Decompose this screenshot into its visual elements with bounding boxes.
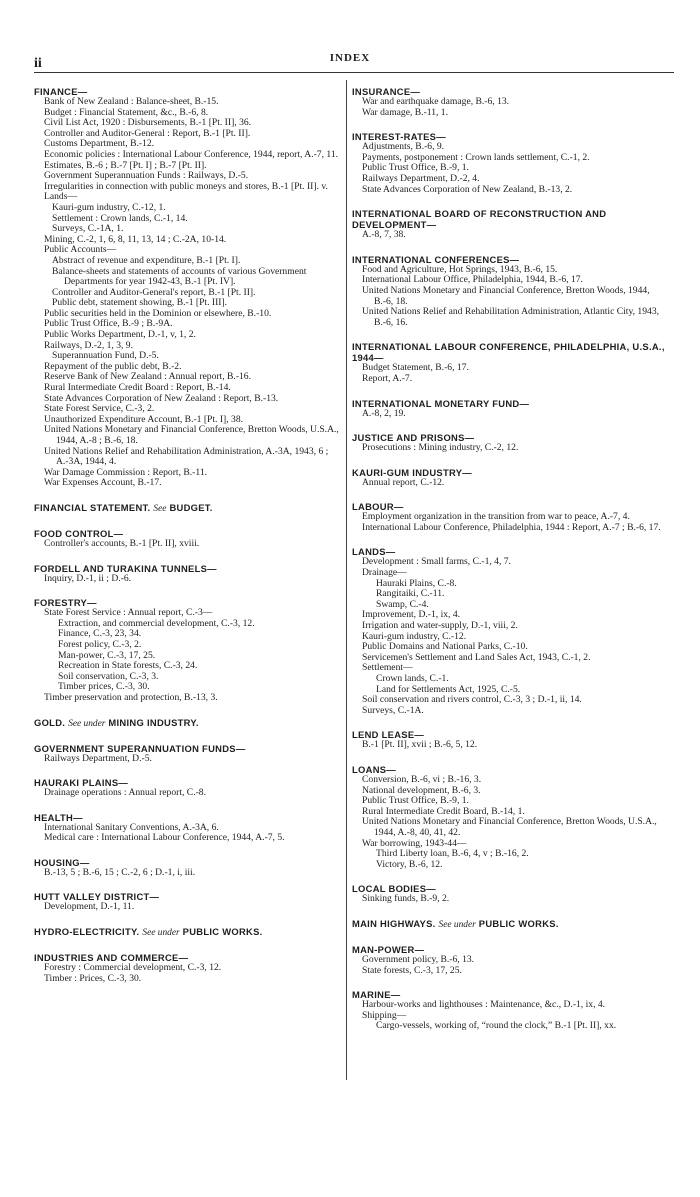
index-entry [352,546,670,716]
index-heading [34,502,339,515]
index-subentry: Public Accounts— [44,244,117,256]
index-entry [34,717,339,730]
index-subentry: Medical care : International Labour Conference, 1944, A.-7, 5. [44,832,285,844]
index-subentry: Abstract of revenue and expenditure, B.-1 [Pt. I]. [52,254,241,266]
index-subentry: Payments, postponement : Crown lands settlement, C.-1, 2. [362,151,590,163]
index-subentry: War and earthquake damage, B.-6, 13. [362,96,510,107]
see-reference-label: See under [142,928,180,939]
index-entry [352,467,670,489]
heading-text: FINANCE— [34,86,88,97]
index-subentry: Repayment of the public debt, B.-2. [44,360,182,372]
index-subentry: Inquiry, D.-1, ii ; D.-6. [44,572,132,584]
index-subentry: Controller and Auditor-General : Report, B.-1 [Pt. II]. [44,127,251,139]
index-subentry: State forests, C.-3, 17, 25. [362,964,462,976]
index-entry [34,528,339,550]
index-subentry: State Advances Corporation of New Zealand, B.-13, 2. [362,183,573,195]
index-entry [352,398,670,420]
index-subentry: Hauraki Plains, C.-8. [376,577,457,589]
index-subentry: Victory, B.-6, 12. [376,858,443,870]
heading-text: FORESTRY— [34,597,97,609]
index-subentry: Prosecutions : Mining industry, C.-2, 12. [362,442,519,454]
heading-text: INTERNATIONAL BOARD OF RECONSTRUCTION AND DEVELOPMENT— [352,208,607,231]
index-heading [34,926,339,939]
index-subentry: Rural Intermediate Credit Board : Report, B.-14. [44,382,231,394]
right-column [352,86,670,1032]
index-entry [352,989,670,1032]
index-subentry: Settlement : Crown lands, C.-1, 14. [52,212,188,224]
index-subentry: United Nations Relief and Rehabilitation Administration, A.-3A, 1943, 6 ; A.-3A, 1944, 4. [44,445,329,468]
index-subentry: Railways Department, D.-5. [44,752,152,764]
cross-reference: MINING INDUSTRY. [108,716,199,728]
heading-text: LOANS— [352,763,396,775]
index-subentry: B.-13, 5 ; B.-6, 15 ; C.-2, 6 ; D.-1, i, iii. [44,866,196,878]
heading-text: KAURI-GUM INDUSTRY— [352,466,472,478]
index-entry [352,918,670,931]
index-heading [34,717,339,730]
index-entry [352,254,670,329]
index-subentry: Report, A.-7. [362,372,413,384]
index-entry [34,952,339,984]
index-subentry: Soil conservation, C.-3, 3. [58,670,159,682]
index-subentry: Economic policies : International Labour Conference, 1944, report, A.-7, 11. [44,148,339,160]
index-subentry: Controller and Auditor-General's report, B.-1 [Pt. II]. [52,286,256,298]
index-subentry: Public Trust Office, B.-9 ; B.-9A. [44,318,173,330]
index-entry [34,86,339,489]
index-entry [34,857,339,879]
index-entry [352,86,670,118]
heading-text: JUSTICE AND PRISONS— [352,432,475,444]
index-entry [34,563,339,585]
index-subentry: Land for Settlements Act, 1925, C.-5. [376,683,521,695]
index-subentry: Civil List Act, 1920 : Disbursements, B.-1 [Pt. II], 36. [44,117,252,129]
index-subentry: Conversion, B.-6, vi ; B.-16, 3. [362,773,482,785]
index-subentry: International Labour Conference, Philadelphia, 1944 : Report, A.-7 ; B.-6, 17. [362,521,661,533]
heading-text: INTEREST-RATES— [352,131,446,143]
index-subentry: Public Trust Office, B.-9, 1. [362,795,469,807]
index-subentry: Timber prices, C.-3, 30. [58,681,150,693]
index-subentry: Extraction, and commercial development, C.-3, 12. [58,617,255,629]
index-subentry: War Expenses Account, B.-17. [44,477,162,489]
index-subentry: Forest policy, C.-3, 2. [58,638,142,650]
index-subentry: Irrigation and water-supply, D.-1, viii, 2. [362,620,518,632]
index-subentry: State Forest Service, C.-3, 2. [44,403,155,415]
index-subentry: Shipping— [362,1009,407,1021]
index-subentry: Employment organization in the transition from war to peace, A.-7, 4. [362,511,630,523]
index-entry [352,341,670,384]
index-subentry: Kauri-gum industry, C.-12. [362,630,467,642]
heading-text: INDUSTRIES AND COMMERCE— [34,952,189,964]
index-entry [352,729,670,751]
index-subentry: A.-8, 7, 38. [362,229,406,241]
index-subentry: Adjustments, B.-6, 9. [362,141,445,153]
index-subentry: Timber : Prices, C.-3, 30. [44,972,142,984]
heading-text: FINANCIAL STATEMENT. [34,501,151,513]
heading-text: FOOD CONTROL— [34,527,124,539]
index-subentry: United Nations Monetary and Financial Conference, Bretton Woods, U.S.A., 1944, A.-8, 40, 41, 42. [362,816,657,838]
index-subentry: Public securities held in the Dominion or elsewhere, B.-10. [44,307,272,319]
see-reference-label: See under [438,919,476,930]
index-entry [34,597,339,703]
index-subentry: Budget Statement, B.-6, 17. [362,362,469,374]
index-subentry: Public Trust Office, B.-9, 1. [362,162,469,174]
index-subentry: War borrowing, 1943-44— [362,837,467,849]
index-subentry: Rural Intermediate Credit Board, B.-14, 1. [362,805,525,817]
index-heading [352,918,670,931]
index-subentry: Crown lands, C.-1. [376,673,449,684]
heading-text: LEND LEASE— [352,729,425,741]
heading-text: LABOUR— [352,501,404,513]
heading-text: INTERNATIONAL CONFERENCES— [352,253,520,265]
index-subentry: Finance, C.-3, 23, 34. [58,628,142,640]
index-entry [352,764,670,870]
index-subentry: Food and Agriculture, Hot Springs, 1943, B.-6, 15. [362,263,558,275]
index-entry [34,926,339,939]
column-divider [346,80,347,1080]
index-subentry: Cargo-vessels, working of, “round the clock,” B.-1 [Pt. II], xx. [376,1020,617,1032]
heading-text: INSURANCE— [352,86,421,97]
index-entry [352,501,670,533]
index-subentry: Rangitaiki, C.-11. [376,588,445,600]
cross-reference: PUBLIC WORKS. [478,917,559,929]
index-entry [352,944,670,976]
heading-text: INTERNATIONAL LABOUR CONFERENCE, PHILADELPHIA, U.S.A., 1944— [352,341,665,364]
left-column [34,86,339,984]
index-subentry: Drainage operations : Annual report, C.-8. [44,787,206,799]
index-heading [34,743,339,754]
index-subentry: Bank of New Zealand : Balance-sheet, B.-15. [44,96,219,107]
index-subentry: Development : Small farms, C.-1, 4, 7. [362,556,511,568]
index-subentry: Development, D.-1, 11. [44,901,135,913]
index-subentry: Third Liberty loan, B.-6, 4, v ; B.-16, 2. [376,848,529,860]
heading-text: HYDRO-ELECTRICITY. [34,926,140,938]
running-head-title: INDEX [329,52,371,64]
index-subentry: Mining, C.-2, 1, 6, 8, 11, 13, 14 ; C.-2A, 10-14. [44,233,227,245]
index-subentry: B.-1 [Pt. II], xvii ; B.-6, 5, 12. [362,739,478,751]
index-subentry: War Damage Commission : Report, B.-11. [44,466,208,478]
index-entry [34,777,339,799]
index-entry [34,891,339,913]
page-number: ii [34,56,42,71]
index-heading [352,341,670,363]
index-subentry: Estimates, B.-6 ; B.-7 [Pt. I] ; B.-7 [Pt. II]. [44,159,207,171]
index-subentry: Public debt, statement showing, B.-1 [Pt. III]. [52,297,228,309]
index-subentry: Government Superannuation Funds : Railways, D.-5. [44,170,249,182]
index-subentry: Timber preservation and protection, B.-13, 3. [44,691,218,703]
index-subentry: Unauthorized Expenditure Account, B.-1 [Pt. I], 38. [44,413,244,425]
index-subentry: Budget : Financial Statement, &c., B.-6, 8. [44,106,209,118]
index-subentry: Reserve Bank of New Zealand : Annual report, B.-16. [44,371,252,383]
index-subentry: Irregularities in connection with public moneys and stores, B.-1 [Pt. II]. v. [44,180,328,192]
heading-text: HAURAKI PLAINS— [34,777,129,789]
see-reference-label: See [153,503,167,514]
heading-text: GOVERNMENT SUPERANNUATION FUNDS— [34,742,246,754]
index-subentry: Harbour-works and lighthouses : Maintenance, &c., D.-1, ix, 4. [362,999,606,1011]
index-subentry: United Nations Relief and Rehabilitation Administration, Atlantic City, 1943, B.-6, 16. [362,306,660,328]
index-subentry: Public Works Department, D.-1, v, 1, 2. [44,329,196,341]
heading-text: HOUSING— [34,856,90,868]
index-subentry: Annual report, C.-12. [362,476,445,488]
index-subentry: Soil conservation and rivers control, C.-3, 3 ; D.-1, ii, 14. [362,694,582,706]
index-subentry: International Labour Office, Philadelphia, 1944, B.-6, 17. [362,274,583,286]
index-subentry: Customs Department, B.-12. [44,138,155,150]
index-subentry: Surveys, C.-1A. [362,704,424,716]
index-entry [34,812,339,844]
index-subentry: State Forest Service : Annual report, C.-3— [44,607,213,619]
heading-text: HEALTH— [34,811,83,823]
index-entry [34,502,339,515]
index-subentry: Public Domains and National Parks, C.-10. [362,641,528,653]
index-subentry: Lands— [44,191,78,203]
index-subentry: Balance-sheets and statements of accounts of various Government Departments for year 1942-43, B.-1 [Pt. IV]. [52,265,307,288]
heading-text: LOCAL BODIES— [352,883,436,895]
index-entry [352,432,670,454]
index-subentry: Superannuation Fund, D.-5. [52,350,159,362]
heading-text: MAIN HIGHWAYS. [352,917,436,929]
index-subentry: War damage, B.-11, 1. [362,106,448,118]
index-subentry: Forestry : Commercial development, C.-3, 12. [44,962,222,974]
index-subentry: Drainage— [362,567,407,579]
heading-text: MAN-POWER— [352,943,425,955]
index-heading [352,208,670,230]
index-subentry: Sinking funds, B.-9, 2. [362,893,450,905]
index-subentry: Kauri-gum industry, C.-12, 1. [52,201,166,213]
heading-text: LANDS— [352,546,396,558]
index-subentry: National development, B.-6, 3. [362,784,481,796]
index-heading [34,563,339,574]
index-subentry: Servicemen's Settlement and Land Sales Act, 1943, C.-1, 2. [362,651,591,663]
header-rule [34,72,674,73]
index-subentry: Improvement, D.-1, ix, 4. [362,609,461,621]
heading-text: GOLD. [34,716,66,728]
index-subentry: Government policy, B.-6, 13. [362,953,475,965]
index-entry [352,883,670,905]
index-entry [34,743,339,765]
index-subentry: State Advances Corporation of New Zealand : Report, B.-13. [44,392,279,404]
heading-text: MARINE— [352,989,401,1001]
heading-text: HUTT VALLEY DISTRICT— [34,891,160,903]
cross-reference: BUDGET. [169,501,213,513]
see-reference-label: See under [68,718,106,729]
index-entry [352,131,670,195]
index-subentry: United Nations Monetary and Financial Conference, Bretton Woods, U.S.A., 1944, A.-8 ; B.-6, 18. [44,424,339,446]
index-subentry: Surveys, C.-1A, 1. [52,223,124,235]
index-subentry: Man-power, C.-3, 17, 25. [58,649,156,661]
index-subentry: Railways, D.-2, 1, 3, 9. [44,339,133,351]
index-subentry: International Sanitary Conventions, A.-3A, 6. [44,821,219,833]
index-heading [352,398,670,409]
index-subentry: Railways Department, D.-2, 4. [362,172,480,184]
index-subentry: Swamp, C.-4. [376,598,429,610]
index-subentry: Recreation in State forests, C.-3, 24. [58,660,198,672]
index-subentry: A.-8, 2, 19. [362,407,406,419]
heading-text: FORDELL AND TURAKINA TUNNELS— [34,562,217,574]
index-subentry: Controller's accounts, B.-1 [Pt. II], xviii. [44,537,200,549]
index-subentry: United Nations Monetary and Financial Conference, Bretton Woods, 1944, B.-6, 18. [362,284,650,307]
heading-text: INTERNATIONAL MONETARY FUND— [352,397,530,409]
index-entry [352,208,670,241]
cross-reference: PUBLIC WORKS. [182,926,263,938]
index-subentry: Settlement— [362,662,413,674]
